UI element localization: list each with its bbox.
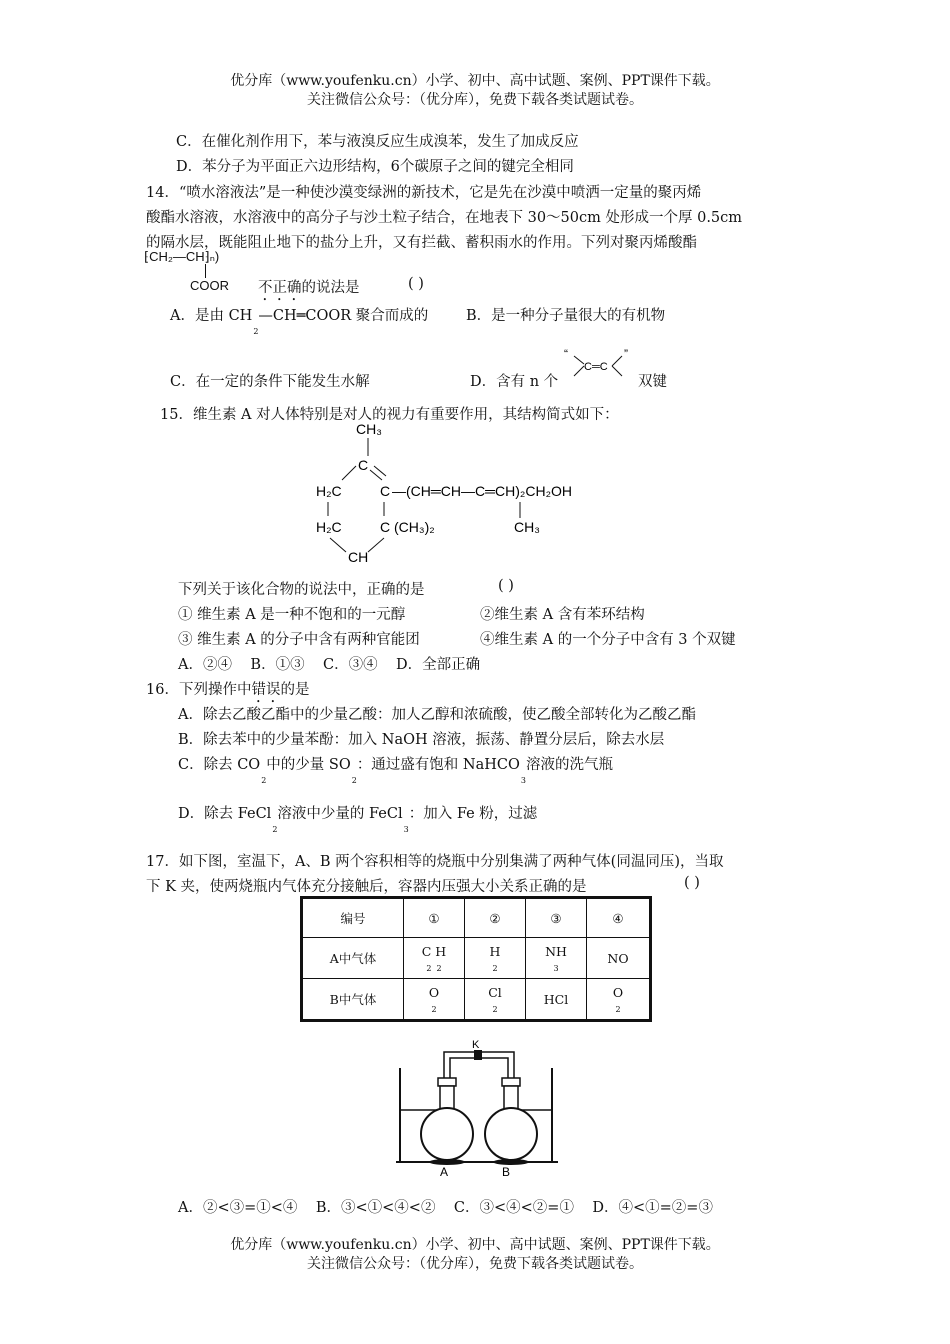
q15-blank: ( ) xyxy=(498,578,514,594)
table-header: ③ xyxy=(526,898,587,938)
q17-line-1: 17．如下图，室温下，A、B 两个容积相等的烧瓶中分别集满了两种气体(同温同压)，当取 xyxy=(146,854,724,870)
table-cell xyxy=(465,938,526,979)
q15-statement-1: ① 维生素 A 是一种不饱和的一元醇 xyxy=(178,607,406,623)
gas-table-header-row xyxy=(302,898,651,938)
q15-statement-4: ④维生素 A 的一个分子中含有 3 个双键 xyxy=(480,632,736,648)
figure-k-label: K xyxy=(472,1039,480,1051)
gas-table xyxy=(300,896,652,1022)
cell-value: C H xyxy=(421,944,447,959)
cell-sub: 3 xyxy=(553,964,559,973)
q16-stem-mark: 错误 xyxy=(251,682,281,698)
q16-option-c-s3: 3 xyxy=(520,776,526,785)
figure-a-label: A xyxy=(440,1165,449,1178)
gas-table-row-b xyxy=(302,979,651,1021)
q14-option-d-cc: C═C xyxy=(584,361,608,373)
q14-blank: ( ) xyxy=(408,276,424,292)
struct-c-mid: C xyxy=(380,483,391,499)
q14-line-3: 的隔水层，既能阻止地下的盐分上升，又有拦截、蓄积雨水的作用。下列对聚丙烯酸酯 xyxy=(146,235,697,251)
q15-statement-3: ③ 维生素 A 的分子中含有两种官能团 xyxy=(178,632,420,648)
q16-option-c-c: ：通过盛有饱和 NaHCO xyxy=(356,757,520,773)
vitamin-a-structure xyxy=(300,418,660,568)
q16-option-a: A．除去乙酸乙酯中的少量乙酸：加人乙醇和浓硫酸，使乙酸全部转化为乙酸乙酯 xyxy=(178,707,696,723)
flask-apparatus-figure xyxy=(390,1038,570,1178)
q13-option-d: D．苯分子为平面正六边形结构，6个碳原子之间的键完全相同 xyxy=(176,159,574,175)
q14-option-a-pre: A．是由 CH xyxy=(170,308,253,324)
q16-option-d xyxy=(178,802,538,834)
struct-ch3-side: CH₃ xyxy=(514,519,540,535)
q14-option-a-post: —CH═COOR 聚合而成的 xyxy=(258,308,429,324)
q16-stem-pre: 16．下列操作中 xyxy=(146,682,252,698)
table-cell xyxy=(404,938,465,979)
q14-option-d-post: 双键 xyxy=(638,374,667,390)
k-clip-icon xyxy=(474,1050,482,1060)
cell-value: Cl xyxy=(488,985,502,1000)
q16-option-d-b: 溶液中少量的 FeCl xyxy=(277,806,403,822)
table-header: 编号 xyxy=(302,898,404,938)
q16-stem-post: 的是 xyxy=(280,682,310,698)
cell-sub: 2 xyxy=(492,1005,498,1014)
struct-c-bot: C (CH₃)₂ xyxy=(380,519,435,535)
table-cell: HCl xyxy=(526,979,587,1021)
q14-formula-top: ⁅CH₂—CH⁆ₙ) xyxy=(144,249,220,264)
header-line-1: 优分库（www.youfenku.cn）小学、初中、高中试题、案例、PPT课件下载。 xyxy=(230,73,720,89)
q13-option-c: C．在催化剂作用下，苯与液溴反应生成溴苯，发生了加成反应 xyxy=(176,134,579,150)
footer-line-1: 优分库（www.youfenku.cn）小学、初中、高中试题、案例、PPT课件下载。 xyxy=(230,1237,720,1253)
table-header: ④ xyxy=(587,898,651,938)
table-cell xyxy=(526,938,587,979)
cell-sub: 2 2 xyxy=(426,964,442,973)
struct-ch3-top: CH₃ xyxy=(356,421,382,437)
q15-stem: 15．维生素 A 对人体特别是对人的视力有重要作用，其结构简式如下： xyxy=(160,407,619,423)
q14-option-c: C．在一定的条件下能发生水解 xyxy=(170,374,370,390)
q14-option-d-pre: D．含有 n 个 xyxy=(470,374,559,390)
q16-option-d-s2: 3 xyxy=(403,825,409,834)
struct-chain: —(CH═CH—C═CH)₂CH₂OH xyxy=(392,483,573,499)
figure-b-label: B xyxy=(502,1165,511,1178)
q16-option-c-a: C．除去 CO xyxy=(178,757,261,773)
footer-line-2: 关注微信公众号：（优分库），免费下载各类试题试卷。 xyxy=(307,1256,643,1272)
cell-sub: 2 xyxy=(431,1005,437,1014)
table-cell xyxy=(404,979,465,1021)
cell-value: O xyxy=(612,985,624,1000)
table-row-label: B中气体 xyxy=(302,979,404,1021)
q16-option-c xyxy=(178,753,613,785)
q16-option-c-s2: 2 xyxy=(351,776,357,785)
cell-value: NH xyxy=(545,944,567,959)
table-header: ① xyxy=(404,898,465,938)
q16-option-d-c: ：加入 Fe 粉，过滤 xyxy=(408,806,538,822)
table-cell: NO xyxy=(587,938,651,979)
gas-table-row-a xyxy=(302,938,651,979)
q16-option-c-b: 中的少量 SO xyxy=(266,757,351,773)
struct-h2c-1: H₂C xyxy=(316,483,342,499)
table-cell xyxy=(465,979,526,1021)
q16-option-d-a: D．除去 FeCl xyxy=(178,806,272,822)
table-row-label: A中气体 xyxy=(302,938,404,979)
carbon-double-bond-icon xyxy=(558,346,638,388)
struct-ch-bot: CH xyxy=(348,549,369,565)
svg-text:”: ” xyxy=(624,347,628,361)
q17-blank: ( ) xyxy=(684,875,700,891)
q15-prompt: 下列关于该化合物的说法中，正确的是 xyxy=(178,582,425,598)
header-line-2: 关注微信公众号：（优分库），免费下载各类试题试卷。 xyxy=(307,92,643,108)
cell-sub: 2 xyxy=(492,964,498,973)
cell-value: O xyxy=(428,985,440,1000)
flask-a xyxy=(421,1108,473,1160)
table-cell xyxy=(587,979,651,1021)
cell-sub: 2 xyxy=(615,1005,621,1014)
struct-c-top: C xyxy=(358,457,369,473)
q14-option-a-sub: 2 xyxy=(253,327,259,336)
cell-value: H xyxy=(489,944,501,959)
q14-line-1: 14．“喷水溶液法”是一种使沙漠变绿洲的新技术，它是先在沙漠中喷洒一定量的聚丙烯 xyxy=(146,185,702,201)
q16-stem xyxy=(146,678,309,706)
q14-option-b: B．是一种分子量很大的有机物 xyxy=(466,308,666,324)
q14-formula-sub: COOR xyxy=(190,278,229,293)
q14-option-a xyxy=(170,304,429,336)
q14-formula-bond xyxy=(205,264,206,278)
q14-line-2: 酸酯水溶液，水溶液中的高分子与沙土粒子结合，在地表下 30～50cm 处形成一个厚 0.5cm xyxy=(146,210,743,226)
q14-stem xyxy=(258,276,360,304)
q17-options: A．②<③=①<④ B．③<①<④<② C．③<④<②=① D．④<①=②=③ xyxy=(178,1200,713,1216)
q16-option-c-s1: 2 xyxy=(261,776,267,785)
table-header: ② xyxy=(465,898,526,938)
struct-h2c-2: H₂C xyxy=(316,519,342,535)
svg-text:“: “ xyxy=(564,347,568,361)
q16-option-c-d: 溶液的洗气瓶 xyxy=(525,757,613,773)
q14-stem-rest: 的说法是 xyxy=(301,280,360,296)
q16-option-d-s1: 2 xyxy=(272,825,278,834)
flask-b xyxy=(485,1108,537,1160)
q16-option-b: B．除去苯中的少量苯酚：加入 NaOH 溶液，振荡、静置分层后，除去水层 xyxy=(178,732,665,748)
q14-stem-mark: 不正确 xyxy=(258,280,302,296)
q17-line-2: 下 K 夹，使两烧瓶内气体充分接触后，容器内压强大小关系正确的是 xyxy=(146,879,587,895)
q15-options: A．②④ B．①③ C．③④ D．全部正确 xyxy=(178,657,481,673)
q15-statement-2: ②维生素 A 含有苯环结构 xyxy=(480,607,645,623)
